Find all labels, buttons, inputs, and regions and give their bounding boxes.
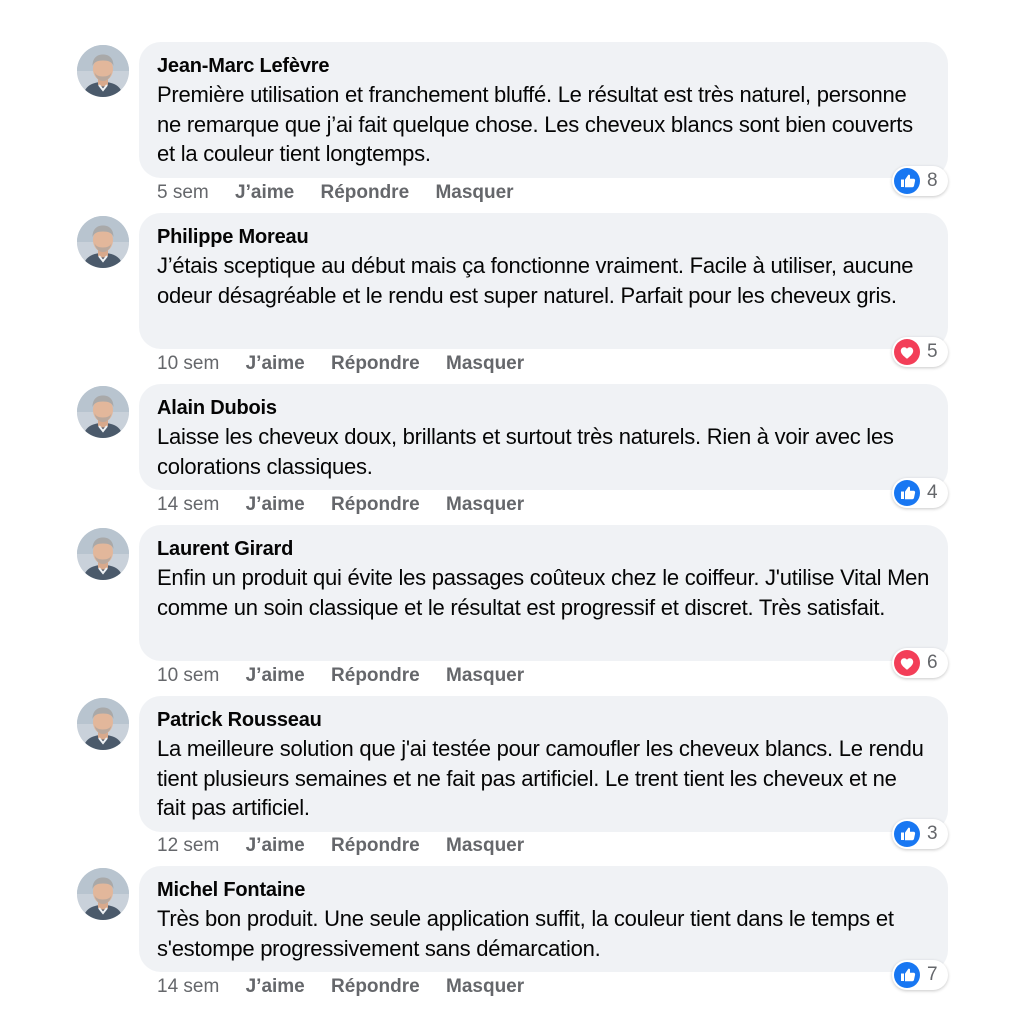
comment-bubble: [139, 866, 948, 972]
hide-button[interactable]: Masquer: [446, 976, 525, 997]
avatar[interactable]: [77, 45, 129, 97]
comment-author[interactable]: Laurent Girard: [157, 538, 294, 560]
reaction-badge[interactable]: [892, 819, 948, 849]
heart-icon: [894, 650, 920, 676]
avatar[interactable]: [77, 868, 129, 920]
comment-actions: [157, 352, 545, 376]
reaction-badge[interactable]: [892, 960, 948, 990]
comment-actions: [157, 834, 545, 858]
comment-time[interactable]: 5 sem: [157, 182, 209, 203]
reaction-count: 7: [927, 964, 938, 985]
reaction-badge[interactable]: [892, 337, 948, 367]
comment-actions: [157, 181, 535, 205]
comment-text: Très bon produit. Une seule application suffit, la couleur tient dans le temps et s'estompe progressivement sans démarcation.: [157, 906, 894, 961]
reaction-count: 5: [927, 341, 938, 362]
like-icon: [894, 821, 920, 847]
comment-bubble: [139, 42, 948, 178]
like-button[interactable]: J’aime: [245, 353, 305, 374]
comment-time[interactable]: 14 sem: [157, 494, 220, 515]
comment-time[interactable]: 10 sem: [157, 665, 220, 686]
comment-time[interactable]: 14 sem: [157, 976, 220, 997]
like-button[interactable]: J’aime: [245, 835, 305, 856]
reaction-count: 6: [927, 652, 938, 673]
comment-time[interactable]: 12 sem: [157, 835, 220, 856]
comment-text: Laisse les cheveux doux, brillants et surtout très naturels. Rien à voir avec les colorations classiques.: [157, 424, 894, 479]
avatar[interactable]: [77, 698, 129, 750]
comment-author[interactable]: Michel Fontaine: [157, 879, 306, 901]
reply-button[interactable]: Répondre: [331, 494, 420, 515]
like-button[interactable]: J’aime: [245, 494, 305, 515]
comment-bubble: [139, 213, 948, 349]
hide-button[interactable]: Masquer: [446, 835, 525, 856]
comment-text: Enfin un produit qui évite les passages coûteux chez le coiffeur. J'utilise Vital Men comme un soin classique et le résultat est progressif et discret. Très satisfait.: [157, 565, 930, 620]
reply-button[interactable]: Répondre: [331, 665, 420, 686]
comment-text: La meilleure solution que j'ai testée pour camoufler les cheveux blancs. Le rendu tient plusieurs semaines et ne fait pas artificiel. Le trent tient les cheveux et ne fait pas artificiel.: [157, 736, 924, 820]
reaction-badge[interactable]: [892, 478, 948, 508]
comment-bubble: [139, 384, 948, 490]
comment-author[interactable]: Alain Dubois: [157, 397, 277, 419]
comment-text: Première utilisation et franchement bluffé. Le résultat est très naturel, personne ne remarque que j’ai fait quelque chose. Les cheveux blancs sont bien couverts et la couleur tient longtemps.: [157, 82, 913, 166]
like-icon: [894, 480, 920, 506]
comment-author[interactable]: Patrick Rousseau: [157, 709, 322, 731]
avatar[interactable]: [77, 386, 129, 438]
reply-button[interactable]: Répondre: [320, 182, 410, 203]
like-icon: [894, 962, 920, 988]
hide-button[interactable]: Masquer: [446, 665, 525, 686]
heart-icon: [894, 339, 920, 365]
reply-button[interactable]: Répondre: [331, 835, 420, 856]
hide-button[interactable]: Masquer: [446, 494, 525, 515]
like-button[interactable]: J’aime: [235, 182, 295, 203]
hide-button[interactable]: Masquer: [435, 182, 514, 203]
comment-bubble: [139, 696, 948, 832]
reply-button[interactable]: Répondre: [331, 353, 420, 374]
comment-actions: [157, 975, 545, 999]
comment-author[interactable]: Philippe Moreau: [157, 226, 309, 248]
reaction-count: 3: [927, 823, 938, 844]
like-icon: [894, 168, 920, 194]
reaction-count: 8: [927, 170, 938, 191]
like-button[interactable]: J’aime: [245, 665, 305, 686]
comment-actions: [157, 493, 545, 517]
reaction-count: 4: [927, 482, 938, 503]
comment-bubble: [139, 525, 948, 661]
avatar[interactable]: [77, 528, 129, 580]
hide-button[interactable]: Masquer: [446, 353, 525, 374]
comment-actions: [157, 664, 545, 688]
reaction-badge[interactable]: [892, 166, 948, 196]
like-button[interactable]: J’aime: [245, 976, 305, 997]
reply-button[interactable]: Répondre: [331, 976, 420, 997]
avatar[interactable]: [77, 216, 129, 268]
comment-text: J’étais sceptique au début mais ça fonctionne vraiment. Facile à utiliser, aucune odeur désagréable et le rendu est super naturel. Parfait pour les cheveux gris.: [157, 253, 914, 308]
reaction-badge[interactable]: [892, 648, 948, 678]
comment-author[interactable]: Jean-Marc Lefèvre: [157, 55, 330, 77]
comment-time[interactable]: 10 sem: [157, 353, 220, 374]
